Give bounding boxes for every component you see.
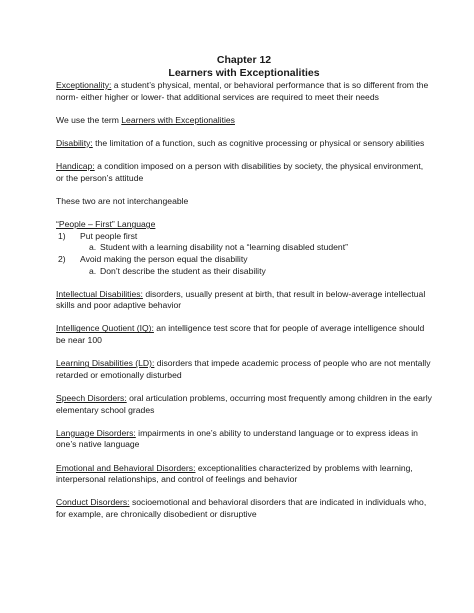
we-use-prefix: We use the term (56, 114, 122, 125)
language-disorders-definition (56, 428, 432, 451)
conduct-term: Conduct Disorders: (56, 497, 130, 508)
item-number: 1) (58, 230, 66, 241)
exceptionality-text: a student’s physical, mental, or behavioral performance that is so different from the norm- either higher or lower- that additional services are required to meet their needs (56, 80, 429, 102)
subitem-text: Student with a learning disability not a “learning disabled student” (100, 242, 348, 253)
we-use-term-line (56, 115, 432, 127)
speech-text: oral articulation problems, occurring most frequently among children in the early elementary school grades (56, 393, 432, 415)
people-first-subitem-2a (56, 266, 432, 278)
item-text: Avoid making the person equal the disability (80, 253, 248, 264)
exceptionality-definition (56, 80, 432, 103)
document-page (56, 54, 432, 521)
ld-term: Learning Disabilities (LD): (56, 358, 155, 369)
intellectual-text: disorders, usually present at birth, that result in below-average intellectual skills and poor adaptive behavior (56, 288, 426, 311)
learning-disabilities-definition (56, 358, 432, 381)
conduct-disorders-definition (56, 497, 432, 520)
chapter-title: Chapter 12 (216, 54, 272, 66)
disability-text: the limitation of a function, such as cognitive processing or physical or sensory abilities (92, 137, 425, 148)
subitem-letter: a. (89, 242, 97, 253)
language-term: Language Disorders: (56, 427, 136, 438)
learners-term: Learners with Exceptionalities (121, 114, 235, 125)
speech-term: Speech Disorders: (56, 393, 127, 404)
not-interchangeable-note: These two are not interchangeable (56, 195, 189, 206)
people-first-heading: “People – First” Language (56, 219, 156, 230)
intellectual-disabilities-definition (56, 289, 432, 312)
emotional-text: exceptionalities characterized by problems with learning, interpersonal relationships, and control of feelings and behavior (56, 462, 413, 485)
people-first-subitem-1a (56, 242, 432, 254)
emotional-term: Emotional and Behavioral Disorders: (56, 462, 196, 473)
emotional-disorders-definition (56, 463, 432, 486)
exceptionality-term: Exceptionality: (56, 80, 112, 90)
ld-text: disorders that impede academic process of people who are not mentally retarded or emotionally disturbed (56, 358, 431, 380)
conduct-text: socioemotional and behavioral disorders that are indicated in individuals who, for example, are chronically disobedient or disruptive (56, 497, 427, 519)
speech-disorders-definition (56, 393, 432, 416)
iq-term: Intelligence Quotient (IQ): (56, 323, 154, 334)
iq-definition (56, 323, 432, 346)
subitem-text: Don’t describe the student as their disability (100, 265, 266, 276)
people-first-item-1 (56, 231, 432, 243)
disability-definition (56, 138, 432, 150)
people-first-item-2 (56, 254, 432, 266)
handicap-definition (56, 161, 432, 184)
subitem-letter: a. (89, 265, 97, 276)
intellectual-term: Intellectual Disabilities: (56, 288, 143, 299)
iq-text: an intelligence test score that for people of average intelligence should be near 100 (56, 323, 425, 346)
handicap-term: Handicap: (56, 161, 95, 172)
item-number: 2) (58, 253, 66, 264)
chapter-subtitle: Learners with Exceptionalities (168, 67, 320, 79)
disability-term: Disability: (56, 137, 93, 148)
handicap-text: a condition imposed on a person with disabilities by society, the physical environment, or the person’s attitude (56, 161, 424, 183)
item-text: Put people first (80, 230, 138, 241)
language-text: impairments in one’s ability to understand language or to express ideas in one’s native language (56, 427, 418, 450)
